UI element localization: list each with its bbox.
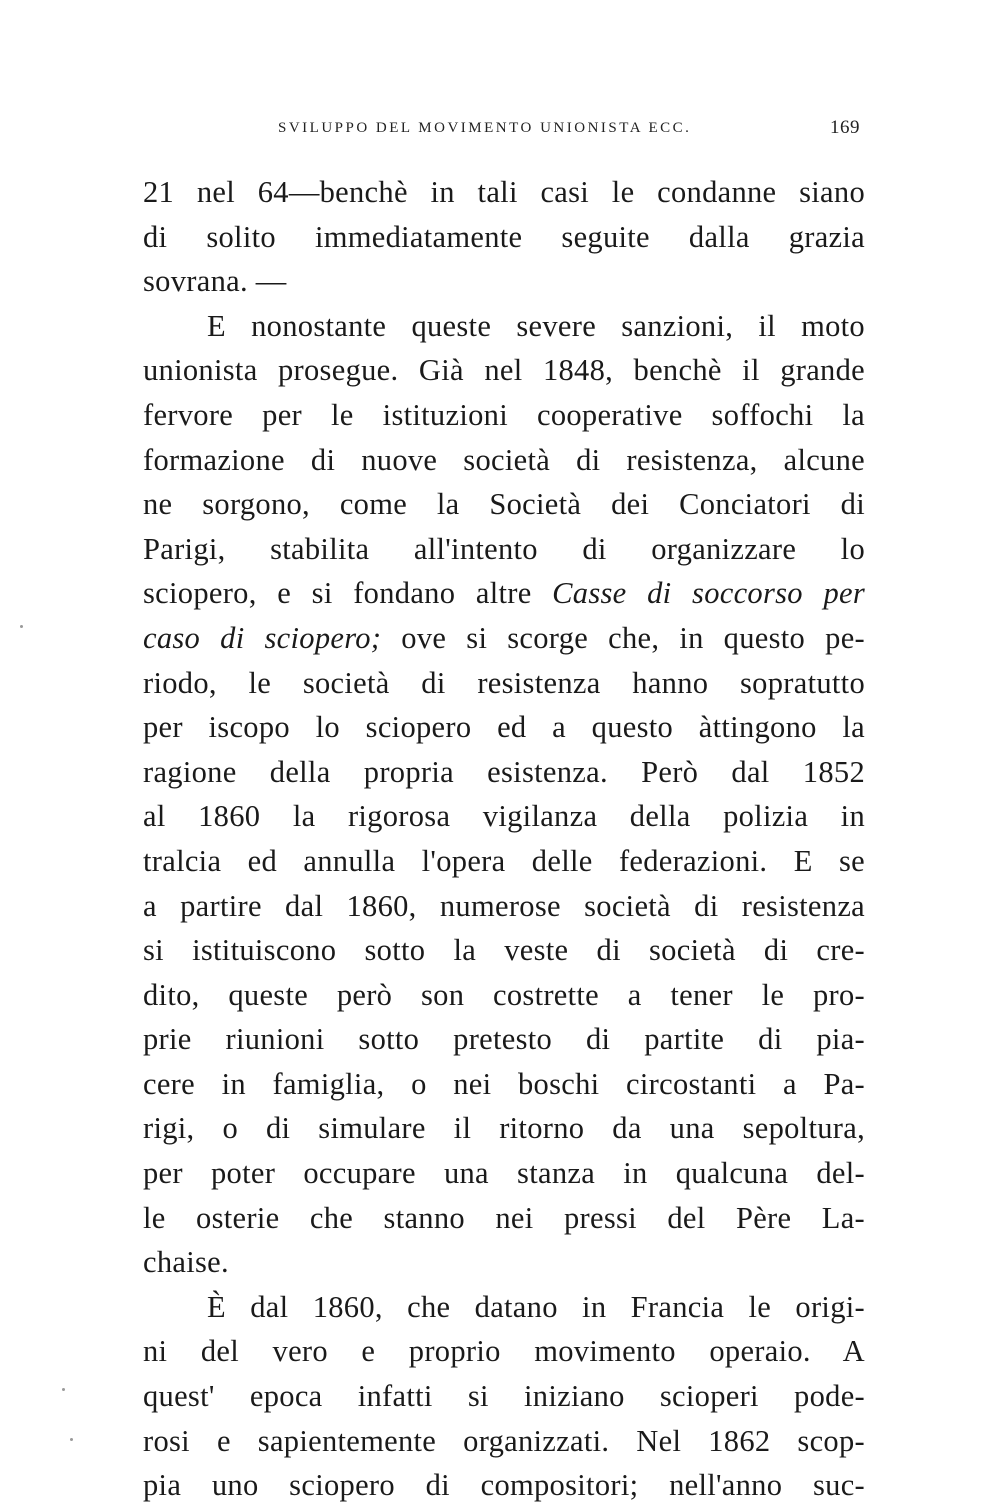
paper-speck	[62, 1388, 65, 1391]
text-line	[143, 1419, 865, 1464]
italic-phrase: caso di sciopero;	[143, 620, 382, 655]
text-segment: ni del vero e proprio movimento operaio. A	[143, 1334, 865, 1369]
text-line	[143, 661, 865, 706]
text-segment: rigi, o di simulare il ritorno da una sepoltura,	[143, 1111, 865, 1146]
text-segment: E nonostante queste severe sanzioni, il moto	[207, 308, 865, 343]
italic-phrase: Casse di soccorso per	[552, 576, 866, 611]
text-line	[143, 973, 865, 1018]
text-line	[143, 1196, 865, 1241]
text-segment: riodo, le società di resistenza hanno sopratutto	[143, 665, 865, 700]
text-line	[143, 839, 865, 884]
text-segment: per iscopo lo sciopero ed a questo àttingono la	[143, 710, 865, 745]
text-segment: a partire dal 1860, numerose società di resistenza	[143, 888, 865, 923]
text-segment: ne sorgono, come la Società dei Conciatori di	[143, 487, 865, 522]
page-number: 169	[830, 117, 860, 138]
paper-speck	[70, 1438, 73, 1441]
text-segment: di solito immediatamente seguite dalla grazia	[143, 219, 865, 254]
text-segment: rosi e sapientemente organizzati. Nel 1862 scop-	[143, 1423, 865, 1458]
text-line	[143, 527, 865, 572]
text-segment: Parigi, stabilita all'intento di organizzare lo	[143, 531, 865, 566]
body-text	[143, 170, 865, 1508]
text-segment: prie riunioni sotto pretesto di partite di pia-	[143, 1022, 865, 1057]
text-segment: sovrana. —	[143, 264, 287, 299]
text-line	[143, 1017, 865, 1062]
paper-speck	[20, 625, 23, 628]
text-segment: per poter occupare una stanza in qualcuna del-	[143, 1156, 865, 1191]
text-line	[143, 1374, 865, 1419]
text-segment: dito, queste però son costrette a tener le pro-	[143, 977, 865, 1012]
text-line	[143, 1151, 865, 1196]
text-segment: ragione della propria esistenza. Però dal 1852	[143, 754, 865, 789]
text-line	[143, 215, 865, 260]
text-line	[143, 705, 865, 750]
text-line	[143, 393, 865, 438]
text-line	[143, 884, 865, 929]
text-segment: quest' epoca infatti si iniziano scioperi pode-	[143, 1379, 865, 1414]
text-line	[143, 571, 865, 616]
text-segment: cere in famiglia, o nei boschi circostanti a Pa-	[143, 1066, 865, 1101]
running-head	[140, 117, 860, 144]
text-segment: formazione di nuove società di resistenza, alcune	[143, 442, 865, 477]
text-line	[143, 348, 865, 393]
text-line	[143, 1106, 865, 1151]
text-line	[143, 170, 865, 215]
text-line	[143, 1463, 865, 1508]
text-line	[143, 1240, 865, 1285]
text-segment: si istituiscono sotto la veste di società di cre-	[143, 933, 865, 968]
text-line	[143, 1285, 865, 1330]
text-segment: al 1860 la rigorosa vigilanza della polizia in	[143, 799, 865, 834]
text-segment: unionista prosegue. Già nel 1848, benchè il grande	[143, 353, 865, 388]
text-line	[143, 259, 865, 304]
text-segment: ove si scorge che, in questo pe-	[381, 620, 865, 655]
text-line	[143, 304, 865, 349]
text-segment: È dal 1860, che datano in Francia le origi-	[207, 1289, 865, 1324]
text-line	[143, 750, 865, 795]
text-line	[143, 1062, 865, 1107]
text-segment: chaise.	[143, 1245, 229, 1280]
text-segment: fervore per le istituzioni cooperative soffochi la	[143, 397, 865, 432]
text-line	[143, 928, 865, 973]
running-title: SVILUPPO DEL MOVIMENTO UNIONISTA ECC.	[278, 120, 692, 136]
text-segment: sciopero, e si fondano altre	[143, 576, 553, 611]
text-segment: 21 nel 64—benchè in tali casi le condanne siano	[143, 175, 865, 209]
text-line	[143, 794, 865, 839]
text-line	[143, 616, 865, 661]
text-line	[143, 1329, 865, 1374]
text-segment: le osterie che stanno nei pressi del Père La-	[143, 1200, 865, 1235]
text-line	[143, 438, 865, 483]
text-line	[143, 482, 865, 527]
text-segment: tralcia ed annulla l'opera delle federazioni. E se	[143, 843, 865, 878]
text-segment: pia uno sciopero di compositori; nell'anno suc-	[143, 1468, 865, 1503]
